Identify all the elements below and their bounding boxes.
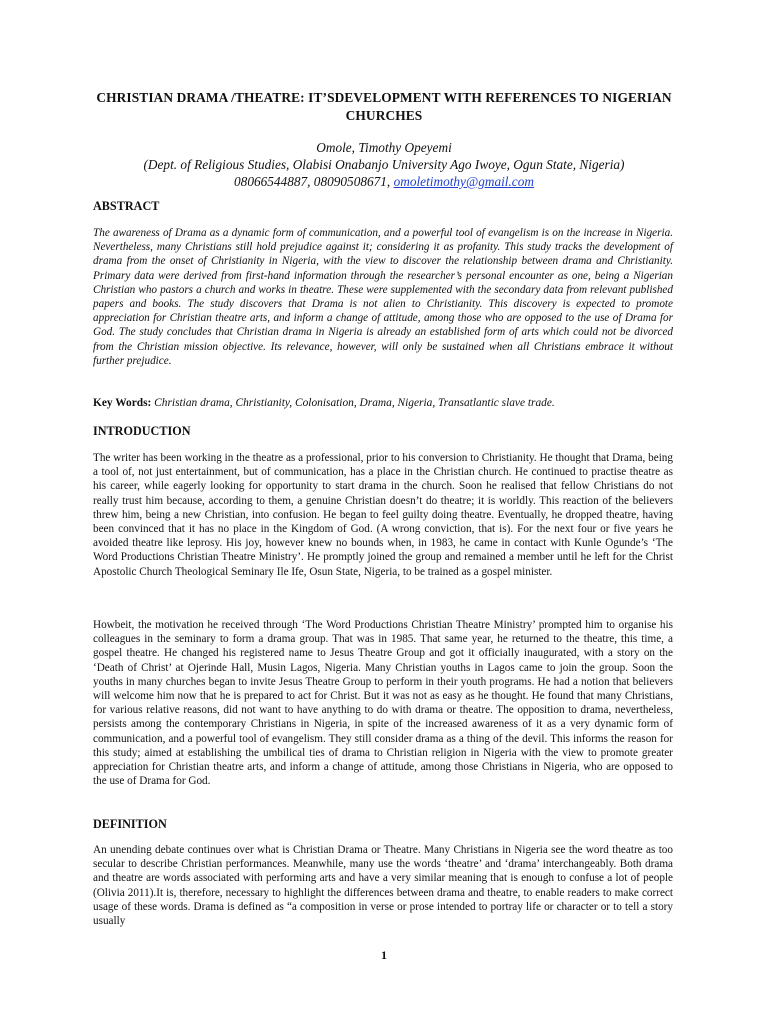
keywords-label: Key Words: bbox=[93, 397, 152, 409]
keywords-line bbox=[93, 396, 673, 411]
keywords-text: Christian drama, Christianity, Colonisation, Drama, Nigeria, Transatlantic slave trade. bbox=[151, 397, 555, 409]
author-email-link[interactable]: omoletimothy@gmail.com bbox=[393, 174, 534, 189]
author-affiliation: (Dept. of Religious Studies, Olabisi Onabanjo University Ago Iwoye, Ogun State, Nigeria) bbox=[143, 157, 625, 172]
definition-heading: DEFINITION bbox=[93, 817, 167, 831]
abstract-heading: ABSTRACT bbox=[93, 199, 160, 213]
introduction-paragraph-2: Howbeit, the motivation he received through ‘The Word Productions Christian Theatre Ministry’ prompted him to organise his colleagues in the seminary to form a drama group. That was in 1985. That same year, he returned to the theatre, this time, a gospel theatre. He changed his registered name to Jesus Theatre Group and got it officially inaugurated, with a story on the ‘Death of Christ’ at Ojerinde Hall, Musin Lagos, Nigeria. Many Christian youths in Lagos came to join the group. Soon the youths in many churches began to invite Jesus Theatre Group to perform in their youth programs. He had a notion that believers will welcome him now that he is prepared to act for Christ. But it was not as easy as he thought. He found that many Christians, for various relative reasons, did not want to have anything to do with drama or theatre. The opposition to drama, nevertheless, persists among the contemporary Christians in Nigeria, in spite of the increased awareness of it as a very dynamic form of communication, and a powerful tool of evangelism. They still consider drama as a thing of the devil. This informs the reason for this study; aimed at establishing the umbilical ties of drama to Christian religion in Nigeria with the view to promote greater appreciation for Christian theatre arts, and inform a change of attitude, among those Christians in Nigeria, who are opposed to the use of Drama for God. bbox=[93, 619, 673, 788]
author-phones: 08066544887, 08090508671, bbox=[234, 174, 394, 189]
author-block bbox=[60, 139, 708, 190]
page-number: 1 bbox=[381, 948, 387, 962]
author-contact bbox=[60, 173, 708, 190]
abstract-text: The awareness of Drama as a dynamic form of communication, and a powerful tool of evangelism is on the increase in Nigeria. Nevertheless, many Christians still hold prejudice against it; considering it as profanity. This study tracks the development of drama from the onset of Christianity in Nigeria, with the view to discover the relationship between drama and Christianity. Primary data were derived from first-hand information through the researcher’s personal encounter as one, being a Nigerian Christian who pastors a church and works in theatre. These were supplemented with the secondary data from relevant published papers and books. The study discovers that Drama is not alien to Christianity. This discovery is expected to promote appreciation for Christian theatre arts, and inform a change of attitude, among those who are opposed to the use of Drama for God. The study concludes that Christian drama in Nigeria is already an established form of arts which could not be divorced from the Christian mission objective. Its relevance, however, will only be sustained when all Christians embrace it without further prejudice. bbox=[93, 227, 673, 367]
introduction-heading: INTRODUCTION bbox=[93, 424, 191, 438]
introduction-paragraph-1: The writer has been working in the theatre as a professional, prior to his conversion to Christianity. He thought that Drama, being a tool of, not just entertainment, but of communication, has a place in the Christian church. He continued to practise theatre as his career, while eagerly looking for opportunity to start drama in the church. Soon he realised that fellow Christians do not really trust him because, according to them, a genuine Christian doesn’t do theatre; it is worldly. This reaction of the believers threw him, being a new Christian, into confusion. He began to feel guilty doing theatre. Eventually, he dropped theatre, having been convinced that it has no place in the Kingdom of God. (A wrong conviction, that is). For the next four or five years he avoided theatre like leprosy. His joy, however knew no bounds when, in 1983, he came in contact with Kunle Ogunde’s ‘The Word Productions Christian Theatre Ministry’. He promptly joined the group and remained a member until he left for the Christ Apostolic Church Theological Seminary Ile Ife, Osun State, Nigeria, to be trained as a gospel minister. bbox=[93, 452, 673, 578]
definition-paragraph-1: An unending debate continues over what is Christian Drama or Theatre. Many Christians in Nigeria see the word theatre as too secular to describe Christian performances. Meanwhile, many use the words ‘theatre’ and ‘drama’ interchangeably. Both drama and theatre are words associated with performing arts and have a very similar meaning that is enough to confuse a lot of people (Olivia 2011).It is, therefore, necessary to highlight the differences between drama and theatre, to enable readers to make correct usage of these words. Drama is defined as “a composition in verse or prose intended to portray life or character or to tell a story usually bbox=[93, 844, 673, 928]
paper-title: CHRISTIAN DRAMA /THEATRE: IT’SDEVELOPMENT WITH REFERENCES TO NIGERIAN CHURCHES bbox=[96, 90, 672, 123]
author-name: Omole, Timothy Opeyemi bbox=[316, 140, 452, 155]
